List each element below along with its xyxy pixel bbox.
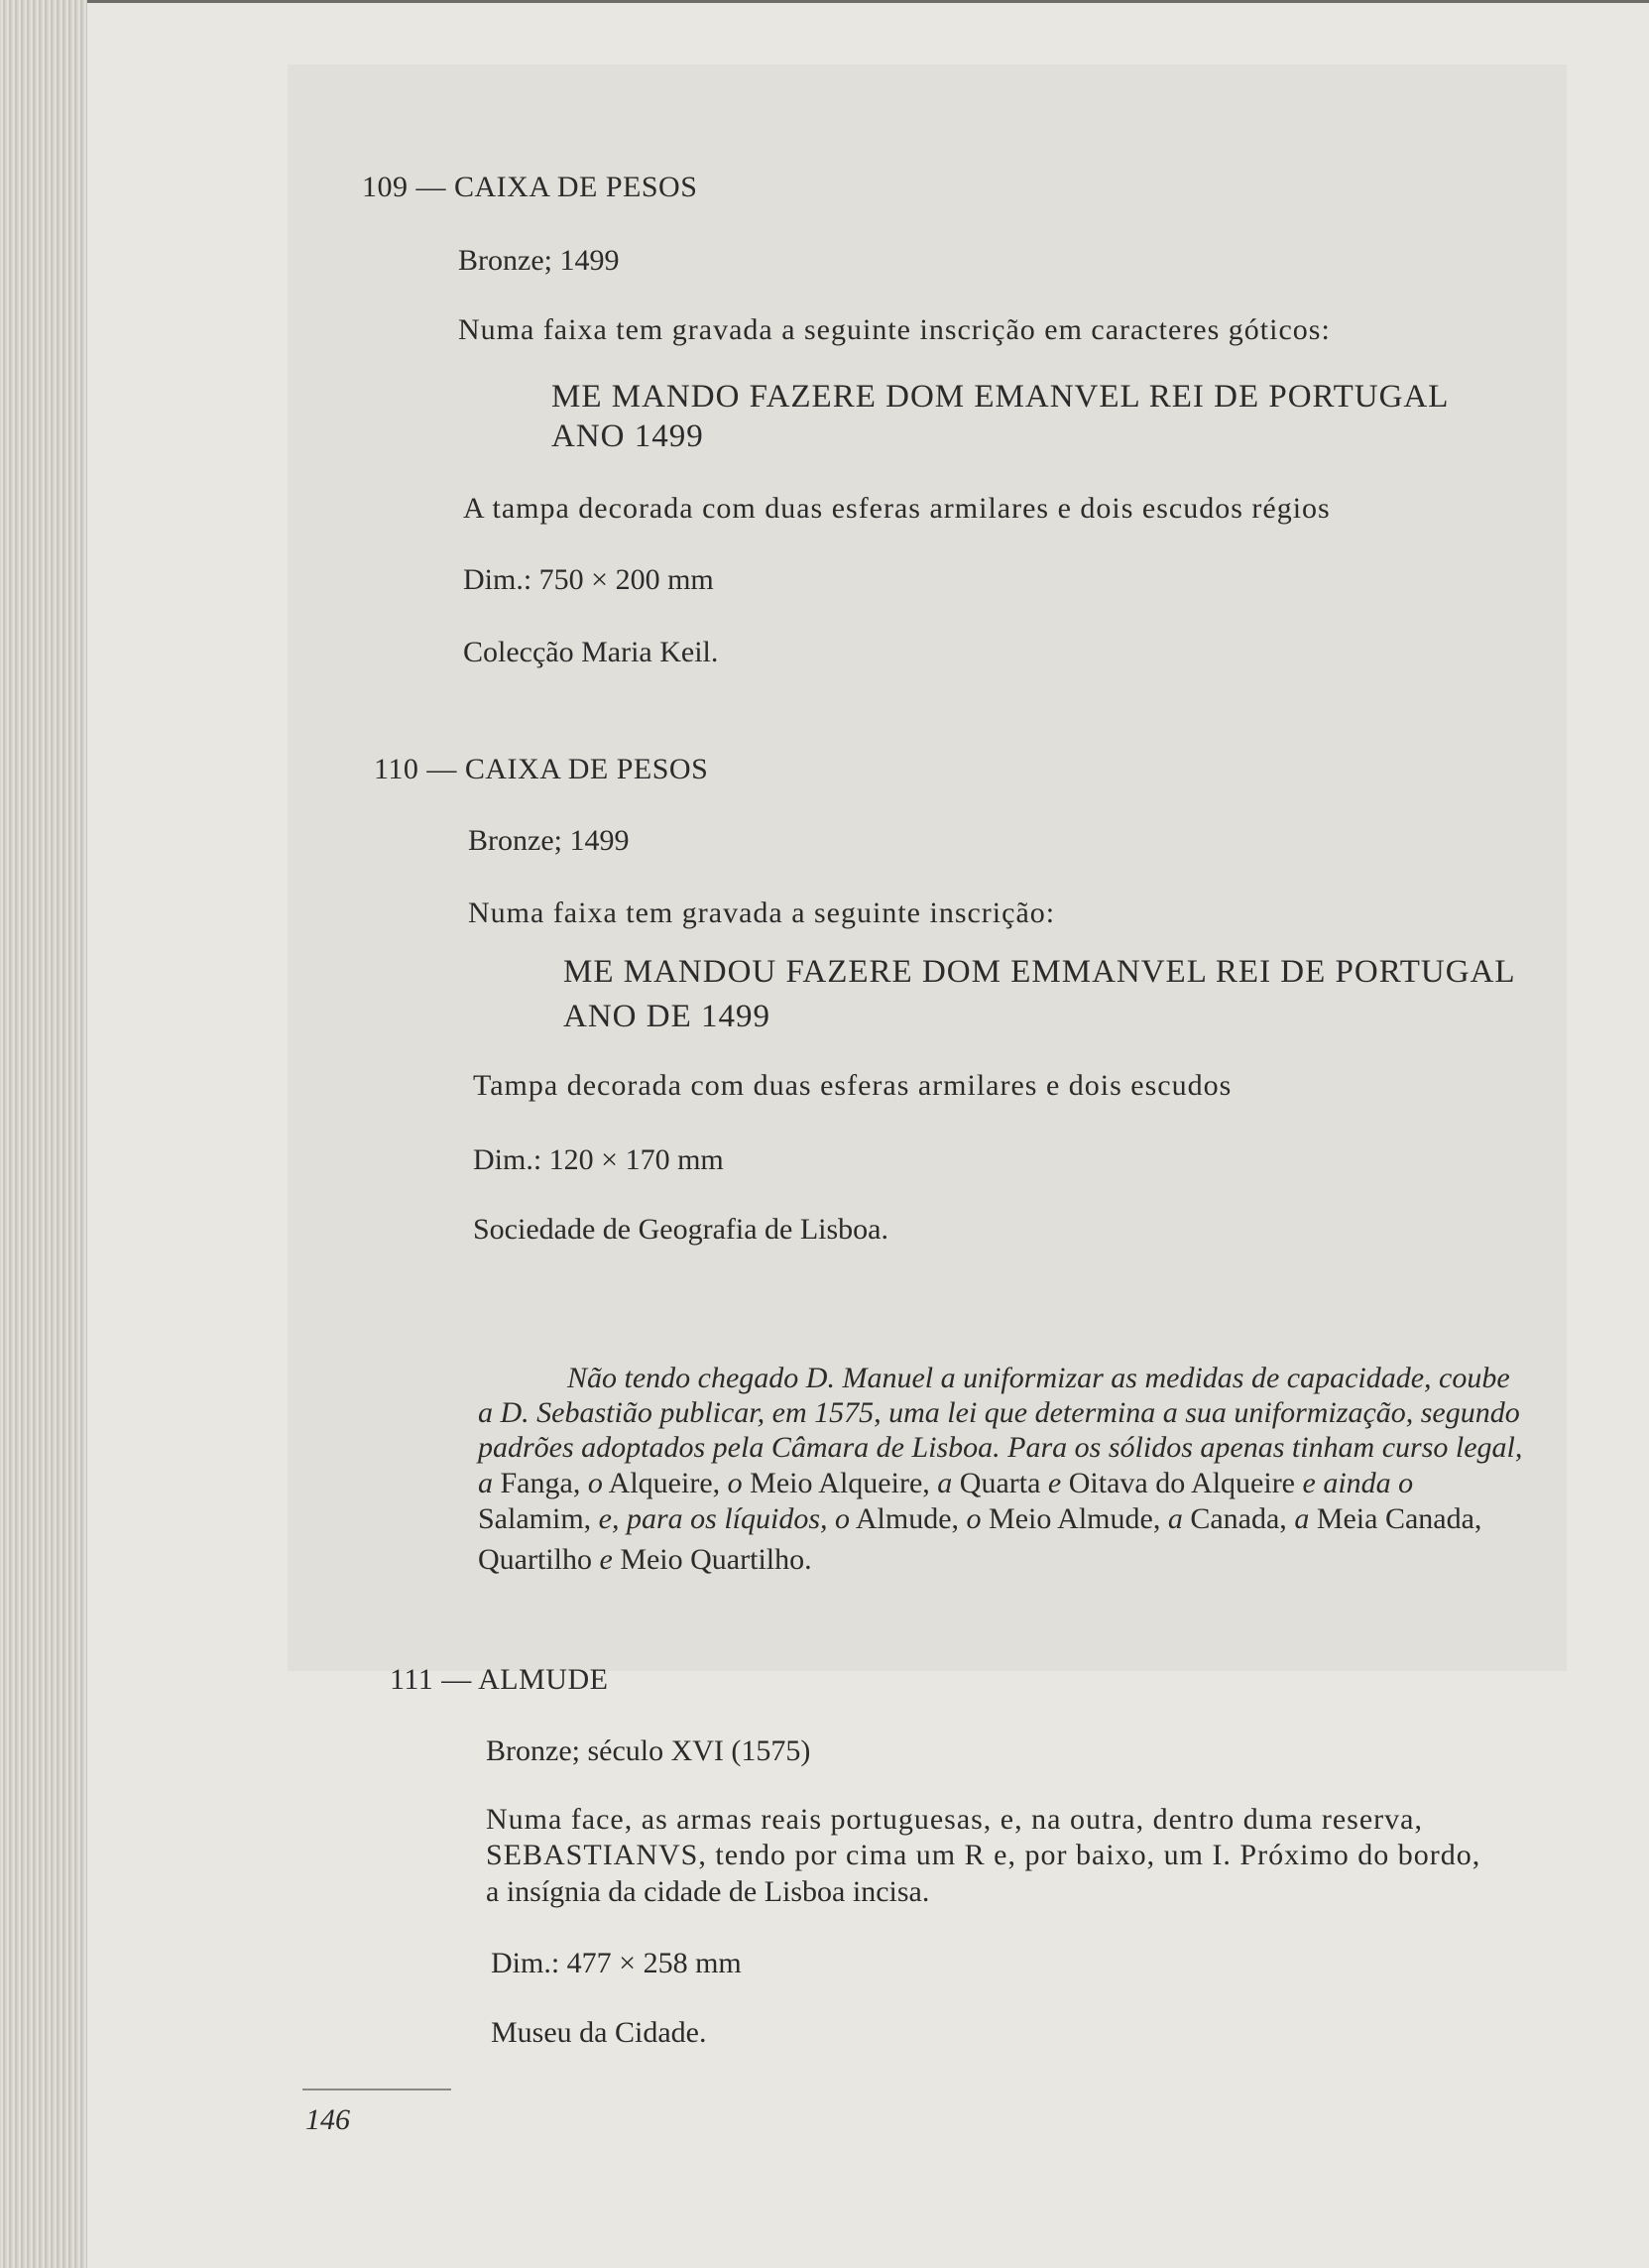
entry-109-collection: Colecção Maria Keil. [463, 636, 719, 668]
entry-109-inscription-line-2: ANO 1499 [551, 418, 704, 454]
entry-110-intro: Numa faixa tem gravada a seguinte inscrição: [468, 896, 1056, 929]
entry-109-description: A tampa decorada com duas esferas armilares e dois escudos régios [463, 492, 1331, 525]
entry-111-dimensions: Dim.: 477 × 258 mm [491, 1947, 742, 1979]
note-line-4-part: Meio Alqueire, [742, 1467, 938, 1499]
note-line-5-part: Salamim, [478, 1502, 599, 1535]
note-line-5-part: o [966, 1502, 982, 1535]
entry-110-description: Tampa decorada com duas esferas armilares e dois escudos [473, 1069, 1233, 1102]
entry-111-heading: 111 — ALMUDE [390, 1663, 609, 1696]
note-line-5-part: e, para os líquidos, [598, 1502, 828, 1535]
note-line-5-part: Almude, [850, 1502, 967, 1535]
note-line-4-part: e ainda o [1302, 1467, 1414, 1499]
note-line-6-part: Meio Quartilho. [612, 1543, 812, 1576]
entry-111-description-line-3: a insígnia da cidade de Lisboa incisa. [486, 1875, 930, 1908]
note-line-3: padrões adoptados pela Câmara de Lisboa. Para os sólidos apenas tinham curso legal, [478, 1431, 1523, 1464]
entry-109-dimensions: Dim.: 750 × 200 mm [463, 563, 714, 596]
entry-110-dimensions: Dim.: 120 × 170 mm [473, 1143, 724, 1176]
note-line-4-part: o [587, 1467, 603, 1499]
entry-110-heading: 110 — CAIXA DE PESOS [374, 753, 709, 785]
note-line-4 [478, 1466, 1413, 1501]
note-line-4-part: e [1047, 1467, 1062, 1499]
entry-111-material: Bronze; século XVI (1575) [486, 1734, 811, 1767]
top-edge-rule [87, 0, 1649, 3]
note-line-4-part: Fanga, [493, 1467, 588, 1499]
page-number: 146 [305, 2103, 350, 2136]
note-line-5-part: Meia Canada, [1309, 1502, 1482, 1535]
note-line-6-part: e [599, 1543, 613, 1576]
note-line-4-part: a [937, 1467, 953, 1499]
note-line-5 [478, 1501, 1481, 1537]
entry-111-description-line-1: Numa face, as armas reais portuguesas, e, na outra, dentro duma reserva, [486, 1803, 1423, 1836]
note-line-5-part: o [835, 1502, 851, 1535]
entry-109-material: Bronze; 1499 [458, 244, 620, 277]
entry-109-intro: Numa faixa tem gravada a seguinte inscrição em caracteres góticos: [458, 313, 1331, 346]
entry-111-description-line-2: SEBASTIANVS, tendo por cima um R e, por baixo, um I. Próximo do bordo, [486, 1839, 1481, 1871]
entry-109-heading: 109 — CAIXA DE PESOS [362, 171, 698, 203]
entry-109-inscription-line-1: ME MANDO FAZERE DOM EMANVEL REI DE PORTUGAL [551, 379, 1450, 415]
note-line-5-part: a [1167, 1502, 1183, 1535]
note-line-4-part: Alqueire, [602, 1467, 728, 1499]
note-line-5-part: a [1294, 1502, 1310, 1535]
note-line-2: a D. Sebastião publicar, em 1575, uma lei que determina a sua uniformização, segundo [478, 1396, 1520, 1429]
note-line-5-part: Meio Almude, [981, 1502, 1168, 1535]
note-line-1: Não tendo chegado D. Manuel a uniformizar as medidas de capacidade, coube [567, 1362, 1510, 1394]
entry-110-material: Bronze; 1499 [468, 824, 630, 857]
book-page-edges [0, 0, 87, 2268]
note-line-5-part: Canada, [1182, 1502, 1295, 1535]
note-line-5-part [828, 1502, 836, 1535]
note-line-4-part: Quarta [952, 1467, 1048, 1499]
note-line-4-part: o [727, 1467, 743, 1499]
entry-110-inscription-line-1: ME MANDOU FAZERE DOM EMMANVEL REI DE PORTUGAL [563, 954, 1516, 990]
entry-110-inscription-line-2: ANO DE 1499 [563, 999, 770, 1034]
note-line-6 [478, 1542, 812, 1578]
footer-rule [302, 2089, 451, 2090]
note-line-4-part: Oitava do Alqueire [1061, 1467, 1303, 1499]
note-line-4-part: a [478, 1467, 493, 1499]
entry-111-collection: Museu da Cidade. [491, 2016, 707, 2049]
note-line-6-part: Quartilho [478, 1543, 600, 1576]
entry-110-collection: Sociedade de Geografia de Lisboa. [473, 1213, 888, 1246]
